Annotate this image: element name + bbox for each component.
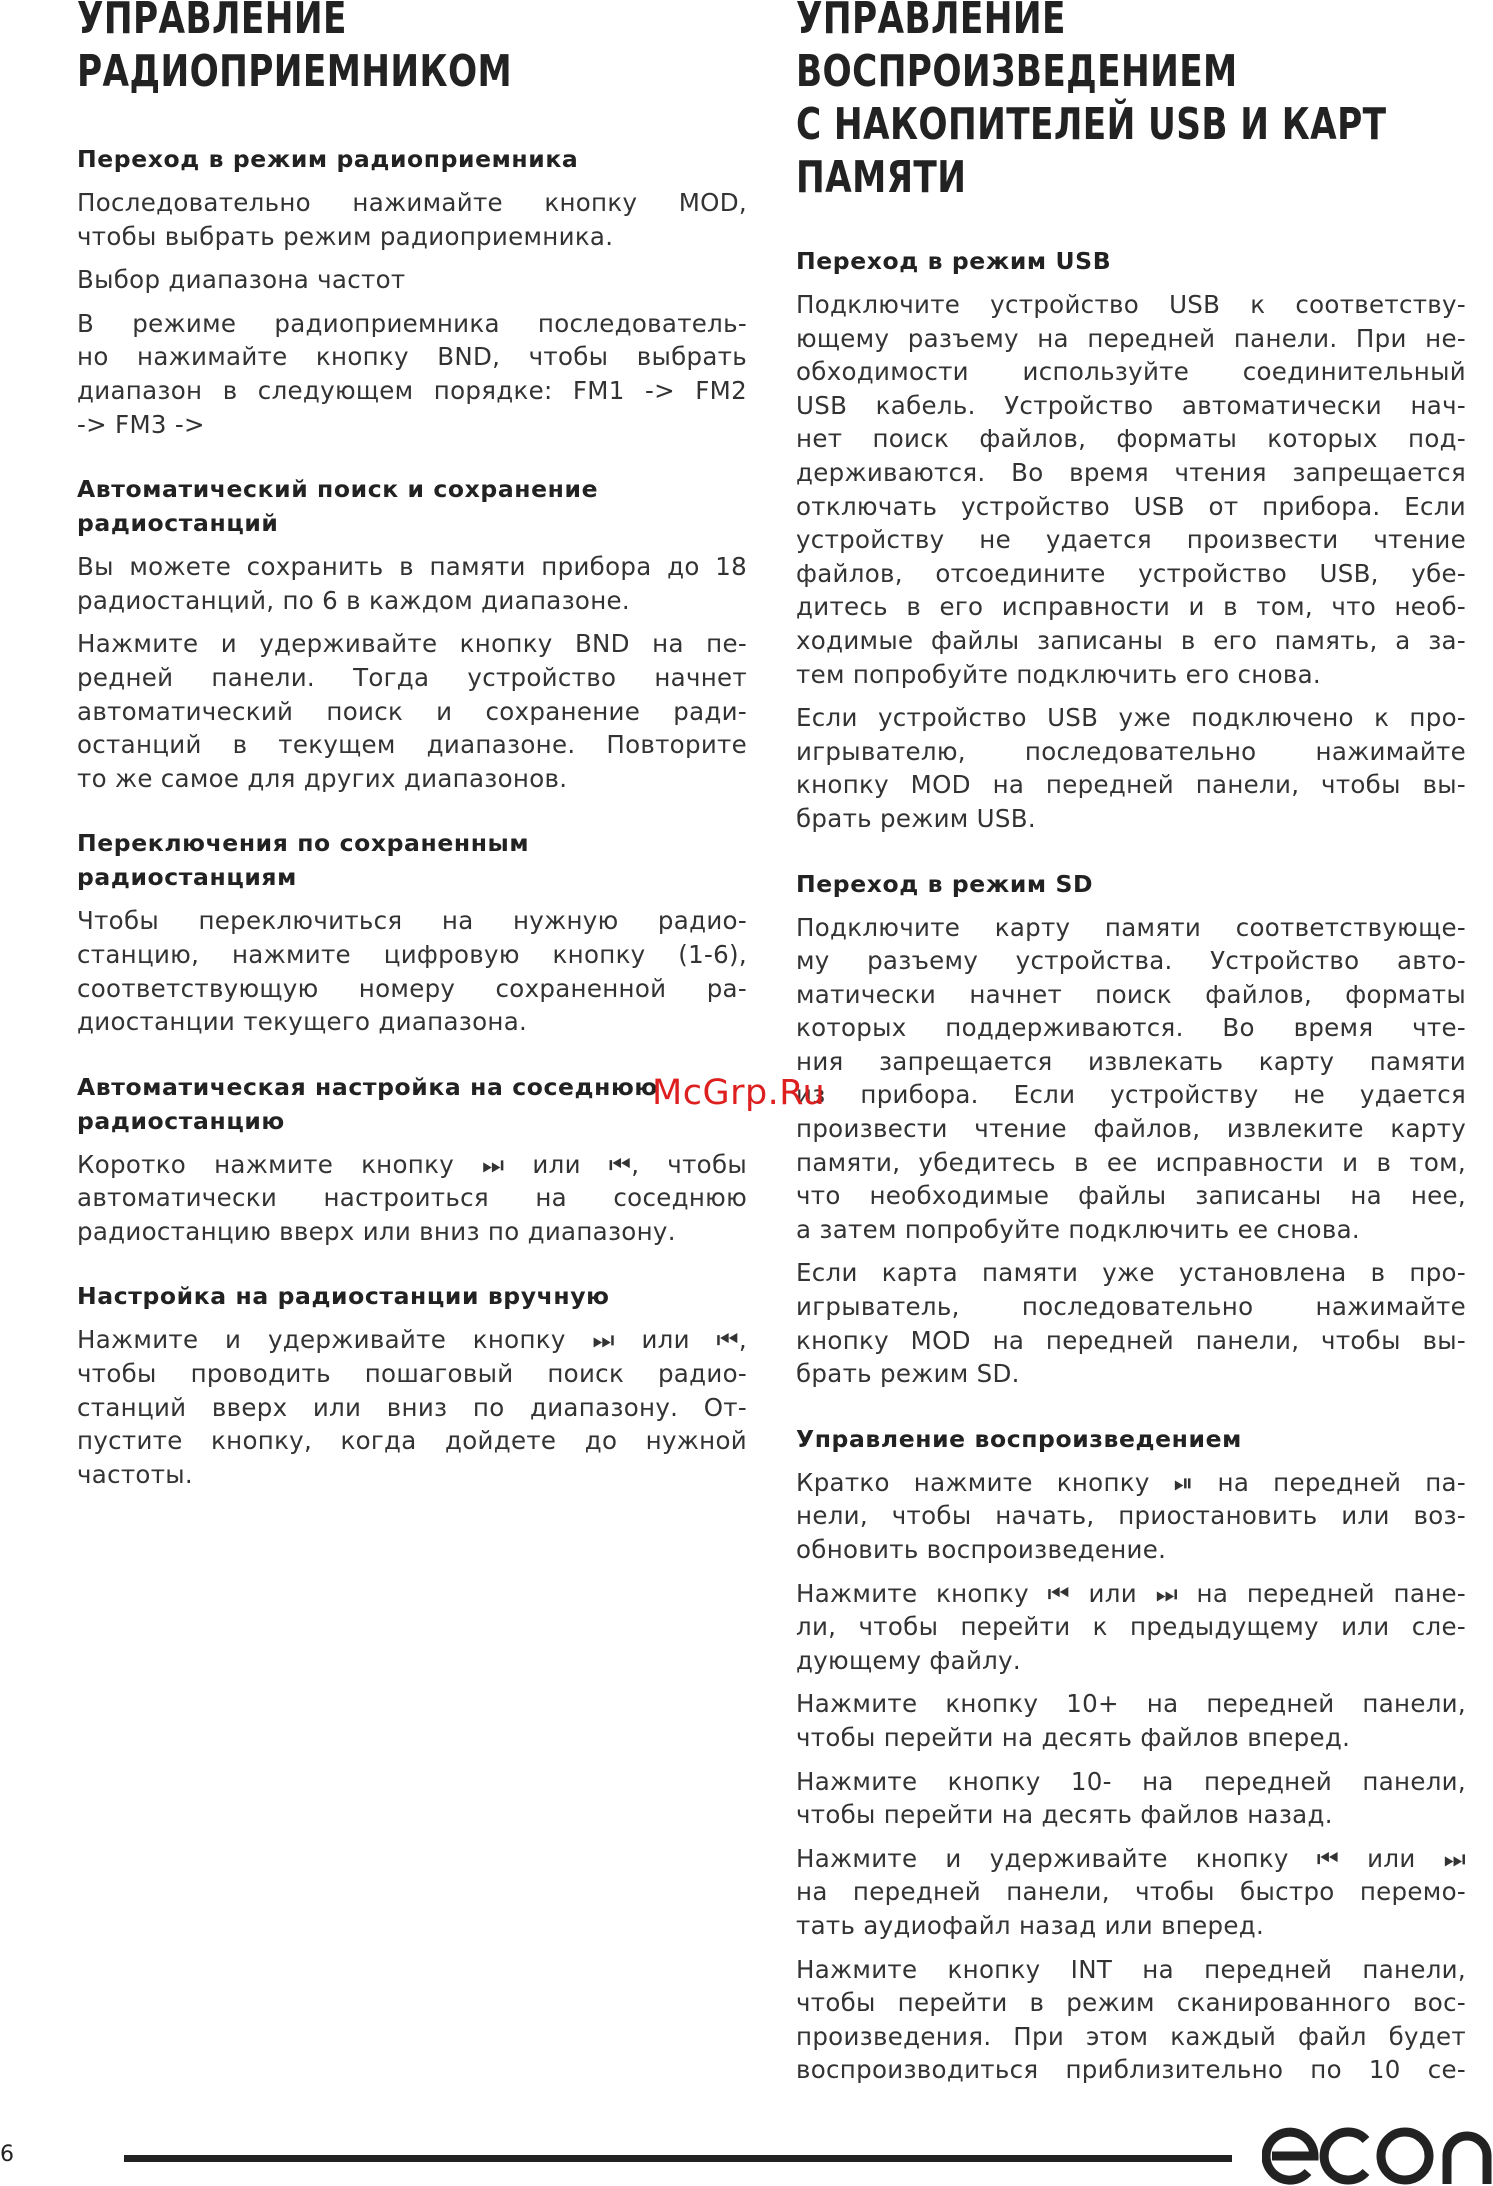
section-title-radio: УПРАВЛЕНИЕ РАДИОПРИЕМНИКОМ <box>77 0 513 97</box>
heading-playback-control: Управление воспроизведением <box>796 1424 1242 1453</box>
page-number: 6 <box>0 2142 14 2167</box>
footer-divider <box>124 2155 1232 2162</box>
heading-auto-search: Автоматический поиск и сохранение радиостанций <box>77 475 599 538</box>
heading-usb-mode: Переход в режим USB <box>796 247 1112 275</box>
paragraph: Выбор диапазона частот <box>77 265 406 295</box>
paragraph: Подключите карту памяти соответствующе- му разъему устройства. Устройство авто- матически начнет поиск файлов, форматы которых поддерживаются. Во время чте- ния запрещается извлекать карту памяти из прибора. Если устройству не удается произвести чтение файлов, извлеките карту памяти, убедитесь в ее исправности и в том, что необходимые файлы записаны на нее, а затем попробуйте подключить ее снова. <box>796 912 1466 1244</box>
paragraph: Нажмите кнопку INT на передней панели, чтобы перейти в режим сканированного вос- произведения. При этом каждый файл будет воспроизводиться приблизительно по 10 се- <box>796 1954 1466 2085</box>
right-column <box>796 0 1466 2087</box>
paragraph: Кратко нажмите кнопку ⏯ на передней па- нели, чтобы начать, приостановить или воз- обновить воспроизведение. <box>796 1467 1466 1564</box>
paragraph: Нажмите и удерживайте кнопку ⏮ или ⏭ на передней панели, чтобы быстро перемо- тать аудиофайл назад или вперед. <box>796 1843 1466 1940</box>
econ-logo <box>1262 2120 1493 2186</box>
paragraph: Чтобы переключиться на нужную радио- станцию, нажмите цифровую кнопку (1-6), соответствующую номеру сохраненной ра- диостанции текущего диапазона. <box>77 906 747 1037</box>
heading-auto-tune: Автоматическая настройка на соседнюю радиостанцию <box>77 1072 658 1135</box>
section-title-playback: УПРАВЛЕНИЕ ВОСПРОИЗВЕДЕНИЕМ С НАКОПИТЕЛЕЙ USB И КАРТ ПАМЯТИ <box>796 0 1387 203</box>
heading-sd-mode: Переход в режим SD <box>796 869 1094 898</box>
paragraph: В режиме радиоприемника последователь- но нажимайте кнопку BND, чтобы выбрать диапазон в следующем порядке: FM1 -> FM2 -> FM3 -> <box>77 308 747 439</box>
paragraph: Нажмите и удерживайте кнопку ⏭ или ⏮, чтобы проводить пошаговый поиск радио- станций вверх или вниз по диапазону. От- пустите кнопку, когда дойдете до нужной частоты. <box>77 1325 747 1489</box>
paragraph: Нажмите кнопку ⏮ или ⏭ на передней пане- ли, чтобы перейти к предыдущему или сле- дующему файлу. <box>796 1578 1466 1675</box>
paragraph: Коротко нажмите кнопку ⏭ или ⏮, чтобы автоматически настроиться на соседнюю радиостанцию вверх или вниз по диапазону. <box>77 1149 747 1246</box>
heading-preset-switch: Переключения по сохраненным радиостанциям <box>77 829 530 892</box>
heading-radio-mode: Переход в режим радиоприемника <box>77 145 579 173</box>
paragraph: Если карта памяти уже установлена в про- игрыватель, последовательно нажимайте кнопку MOD на передней панели, чтобы вы- брать режим SD. <box>796 1258 1466 1389</box>
watermark: McGrp.Ru <box>652 1073 826 1113</box>
paragraph: Если устройство USB уже подключено к про- игрывателю, последовательно нажимайте кнопку MOD на передней панели, чтобы вы- брать режим USB. <box>796 703 1466 833</box>
paragraph: Нажмите кнопку 10- на передней панели, чтобы перейти на десять файлов назад. <box>796 1766 1466 1830</box>
paragraph: Последовательно нажимайте кнопку MOD, чтобы выбрать режим радиоприемника. <box>77 188 747 251</box>
paragraph: Подключите устройство USB к соответству- ющему разъему на передней панели. При не- обходимости используйте соединительный USB кабель. Устройство автоматически нач- нет поиск файлов, форматы которых под- держиваются. Во время чтения запрещается отключать устройство USB от прибора. Если устройству не удается произвести чтение файлов, отсоедините устройство USB, убе- дитесь в его исправности и в том, что необ- ходимые файлы записаны в его память, а за- тем попробуйте подключить его снова. <box>796 290 1466 689</box>
left-column <box>77 0 747 1491</box>
paragraph: Вы можете сохранить в памяти прибора до 18 радиостанций, по 6 в каждом диапазоне. <box>77 552 747 615</box>
heading-manual-tune: Настройка на радиостанции вручную <box>77 1282 610 1311</box>
paragraph: Нажмите и удерживайте кнопку BND на пе- редней панели. Тогда устройство начнет автоматический поиск и сохранение ради- останций в текущем диапазоне. Повторите то же самое для других диапазонов. <box>77 629 747 793</box>
paragraph: Нажмите кнопку 10+ на передней панели, чтобы перейти на десять файлов вперед. <box>796 1689 1466 1752</box>
